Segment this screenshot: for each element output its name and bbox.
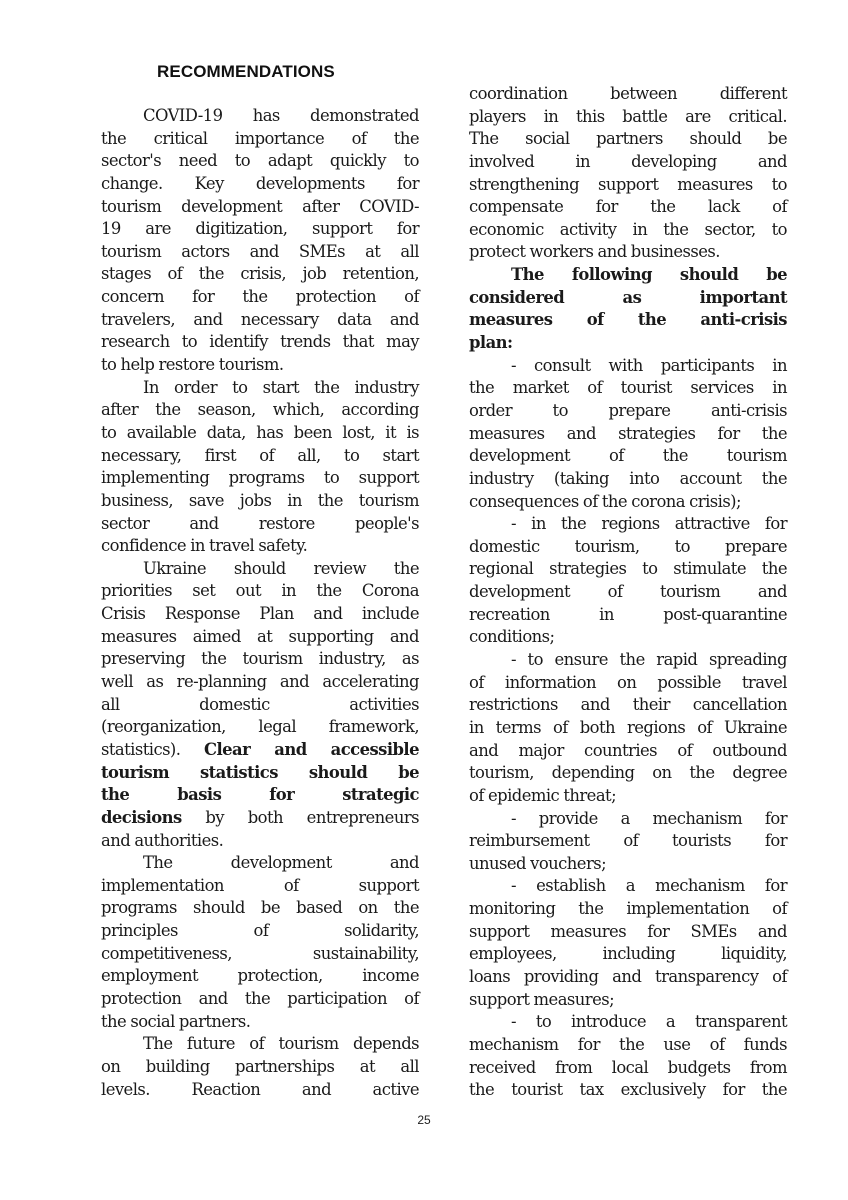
text-line: [101, 648, 419, 671]
text-line: [469, 536, 787, 559]
text-line: [101, 1011, 419, 1034]
text-line: [101, 467, 419, 490]
line-text: consequences of the corona crisis);: [469, 491, 741, 511]
line-text: support measures for SMEs and: [469, 921, 787, 941]
line-text: In order to start the industry: [143, 377, 419, 397]
text-line: [101, 716, 419, 739]
text-line: [469, 174, 787, 197]
line-text: on building partnerships at all: [101, 1056, 419, 1076]
line-text: of information on possible travel: [469, 672, 787, 692]
line-text: tourism statistics should be: [101, 762, 419, 782]
text-line: [101, 943, 419, 966]
text-line: [469, 196, 787, 219]
text-line: [101, 897, 419, 920]
line-text: development of the tourism: [469, 446, 787, 466]
line-text: received from local budgets from: [469, 1057, 787, 1077]
line-text: COVID-19 has demonstrated: [143, 106, 419, 125]
text-line: [101, 988, 419, 1011]
line-text: compensate for the lack of: [469, 197, 787, 217]
line-text: competitiveness, sustainability,: [101, 943, 419, 963]
line-text: - to ensure the rapid spreading: [511, 650, 787, 670]
line-text: - establish a mechanism for: [511, 876, 787, 896]
text-line: [101, 286, 419, 309]
text-line: [101, 671, 419, 694]
text-line: [469, 1011, 787, 1034]
line-text: the tourist tax exclusively for the: [469, 1080, 787, 1100]
text-line: [469, 694, 787, 717]
line-text: - to introduce a transparent: [511, 1012, 787, 1032]
text-line: [469, 808, 787, 831]
text-line: [469, 264, 787, 287]
text-line: [469, 581, 787, 604]
line-text: the critical importance of the: [101, 128, 419, 148]
line-text: development of tourism and: [469, 582, 787, 602]
line-text: sector and restore people's: [101, 513, 419, 533]
text-line: [101, 965, 419, 988]
text-line: [469, 513, 787, 536]
text-line: [101, 920, 419, 943]
line-text: the basis for strategic: [101, 785, 419, 805]
line-text: travelers, and necessary data and: [101, 309, 419, 329]
line-text: regional strategies to stimulate the: [469, 559, 787, 579]
text-line: [469, 604, 787, 627]
text-line: [469, 672, 787, 695]
left-column: [101, 105, 419, 1101]
line-text: 19 are digitization, support for: [101, 219, 419, 239]
line-text: concern for the protection of: [101, 287, 419, 307]
text-line: [101, 535, 419, 558]
text-line: [469, 785, 787, 808]
bold-text: Clear and accessible: [204, 739, 419, 759]
text-line: [469, 1034, 787, 1057]
line-text: - provide a mechanism for: [511, 808, 787, 828]
line-text: to available data, has been lost, it is: [101, 422, 419, 442]
text-line: [469, 898, 787, 921]
text-line: [469, 649, 787, 672]
text-line: [469, 921, 787, 944]
text-line: [469, 309, 787, 332]
text-line: [101, 263, 419, 286]
text-line: [469, 491, 787, 514]
line-text: considered as important: [469, 287, 787, 307]
line-text: stages of the crisis, job retention,: [101, 264, 419, 284]
text-line: [101, 784, 419, 807]
text-line: [469, 219, 787, 242]
text-line: [469, 287, 787, 310]
text-line: [101, 1056, 419, 1079]
line-text: sector's need to adapt quickly to: [101, 151, 419, 171]
line-text: after the season, which, according: [101, 400, 419, 420]
text-line: [101, 830, 419, 853]
text-line: [101, 490, 419, 513]
line-text: unused vouchers;: [469, 853, 607, 873]
line-text: levels. Reaction and active: [101, 1079, 419, 1099]
text-line: [101, 558, 419, 581]
text-line: [469, 626, 787, 649]
text-line: [469, 966, 787, 989]
line-text: economic activity in the sector, to: [469, 219, 787, 239]
bold-text: decisions: [101, 807, 182, 827]
text-line: [469, 740, 787, 763]
line-text: tourism, depending on the degree: [469, 763, 787, 783]
text-line: [101, 875, 419, 898]
text-line: [101, 399, 419, 422]
line-text: implementing programs to support: [101, 468, 419, 488]
text-line: [469, 128, 787, 151]
line-text: support measures;: [469, 989, 615, 1009]
line-text: industry (taking into account the: [469, 468, 787, 488]
line-text: the social partners.: [101, 1011, 251, 1031]
right-column: [469, 83, 787, 1102]
line-text: - in the regions attractive for: [511, 514, 787, 534]
text-line: [469, 853, 787, 876]
line-text: coordination between different: [469, 84, 787, 103]
text-line: [469, 762, 787, 785]
line-text: strengthening support measures to: [469, 174, 787, 194]
text-line: [469, 830, 787, 853]
line-text: well as re-planning and accelerating: [101, 672, 419, 692]
line-text: Crisis Response Plan and include: [101, 604, 419, 624]
line-text: conditions;: [469, 627, 555, 647]
line-text: to help restore tourism.: [101, 355, 284, 375]
line-text: principles of solidarity,: [101, 921, 419, 941]
text-line: [101, 626, 419, 649]
text-line: [101, 852, 419, 875]
text-line: [469, 400, 787, 423]
text-line: [101, 513, 419, 536]
line-text: domestic tourism, to prepare: [469, 536, 787, 556]
line-text: and authorities.: [101, 830, 224, 850]
text-line: [469, 717, 787, 740]
line-text: tourism actors and SMEs at all: [101, 241, 419, 261]
text-line: [101, 218, 419, 241]
text-line: [469, 83, 787, 106]
line-text: measures aimed at supporting and: [101, 626, 419, 646]
line-text: recreation in post-quarantine: [469, 604, 787, 624]
text-line: [101, 377, 419, 400]
text-line: [469, 106, 787, 129]
text-line: [101, 128, 419, 151]
text-line: [101, 354, 419, 377]
text-line: [101, 807, 419, 830]
line-text: restrictions and their cancellation: [469, 695, 787, 715]
text-line: [469, 377, 787, 400]
text-line: [469, 468, 787, 491]
line-text: The following should be: [511, 265, 787, 285]
text-line: [101, 150, 419, 173]
text-line: [469, 558, 787, 581]
line-text: preserving the tourism industry, as: [101, 649, 419, 669]
text-line: [101, 173, 419, 196]
line-text: business, save jobs in the tourism: [101, 490, 419, 510]
line-text: The development and: [143, 853, 419, 873]
line-text: measures and strategies for the: [469, 423, 787, 443]
line-text: tourism development after COVID-: [101, 196, 419, 216]
text-line: [469, 445, 787, 468]
text-line: [469, 355, 787, 378]
line-text: statistics).: [101, 739, 204, 759]
text-line: [469, 943, 787, 966]
text-line: [101, 762, 419, 785]
line-text: loans providing and transparency of: [469, 966, 787, 986]
line-text: in terms of both regions of Ukraine: [469, 717, 787, 737]
line-text: - consult with participants in: [511, 355, 787, 375]
line-text: involved in developing and: [469, 151, 787, 171]
line-text: necessary, first of all, to start: [101, 445, 419, 465]
line-text: implementation of support: [101, 875, 419, 895]
line-text: all domestic activities: [101, 694, 419, 714]
text-line: [101, 241, 419, 264]
line-text: plan:: [469, 333, 513, 353]
line-text: reimbursement of tourists for: [469, 831, 787, 851]
line-text: mechanism for the use of funds: [469, 1034, 787, 1054]
text-line: [469, 875, 787, 898]
line-text: confidence in travel safety.: [101, 536, 308, 556]
line-text: employees, including liquidity,: [469, 944, 787, 964]
text-line: [101, 331, 419, 354]
line-text: monitoring the implementation of: [469, 899, 787, 919]
section-heading: RECOMMENDATIONS: [157, 62, 335, 81]
text-line: [469, 1057, 787, 1080]
text-line: [101, 196, 419, 219]
line-text: the market of tourist services in: [469, 378, 787, 398]
text-line: [101, 739, 419, 762]
line-text: change. Key developments for: [101, 173, 419, 193]
text-line: [101, 1079, 419, 1102]
line-text: employment protection, income: [101, 966, 419, 986]
text-line: [101, 1033, 419, 1056]
text-line: [101, 422, 419, 445]
line-text: players in this battle are critical.: [469, 106, 787, 126]
line-text: (reorganization, legal framework,: [101, 717, 419, 737]
text-line: [101, 603, 419, 626]
line-text: protection and the participation of: [101, 988, 419, 1008]
line-text: The social partners should be: [469, 129, 787, 149]
text-line: [101, 105, 419, 128]
text-line: [469, 989, 787, 1012]
line-text: programs should be based on the: [101, 898, 419, 918]
line-text: order to prepare anti-crisis: [469, 400, 787, 420]
line-text: and major countries of outbound: [469, 740, 787, 760]
line-text: research to identify trends that may: [101, 332, 419, 352]
line-text: Ukraine should review the: [143, 558, 419, 578]
text-line: [101, 580, 419, 603]
text-line: [101, 309, 419, 332]
line-text: by both entrepreneurs: [181, 807, 419, 827]
text-line: [469, 423, 787, 446]
text-line: [101, 445, 419, 468]
line-text: of epidemic threat;: [469, 785, 617, 805]
text-line: [469, 1079, 787, 1102]
text-line: [469, 151, 787, 174]
line-text: priorities set out in the Corona: [101, 581, 419, 601]
line-text: protect workers and businesses.: [469, 242, 720, 262]
text-line: [469, 332, 787, 355]
text-line: [469, 241, 787, 264]
text-line: [101, 694, 419, 717]
line-text: measures of the anti-crisis: [469, 310, 787, 330]
line-text: The future of tourism depends: [143, 1034, 419, 1054]
page-number: 25: [417, 1113, 431, 1127]
